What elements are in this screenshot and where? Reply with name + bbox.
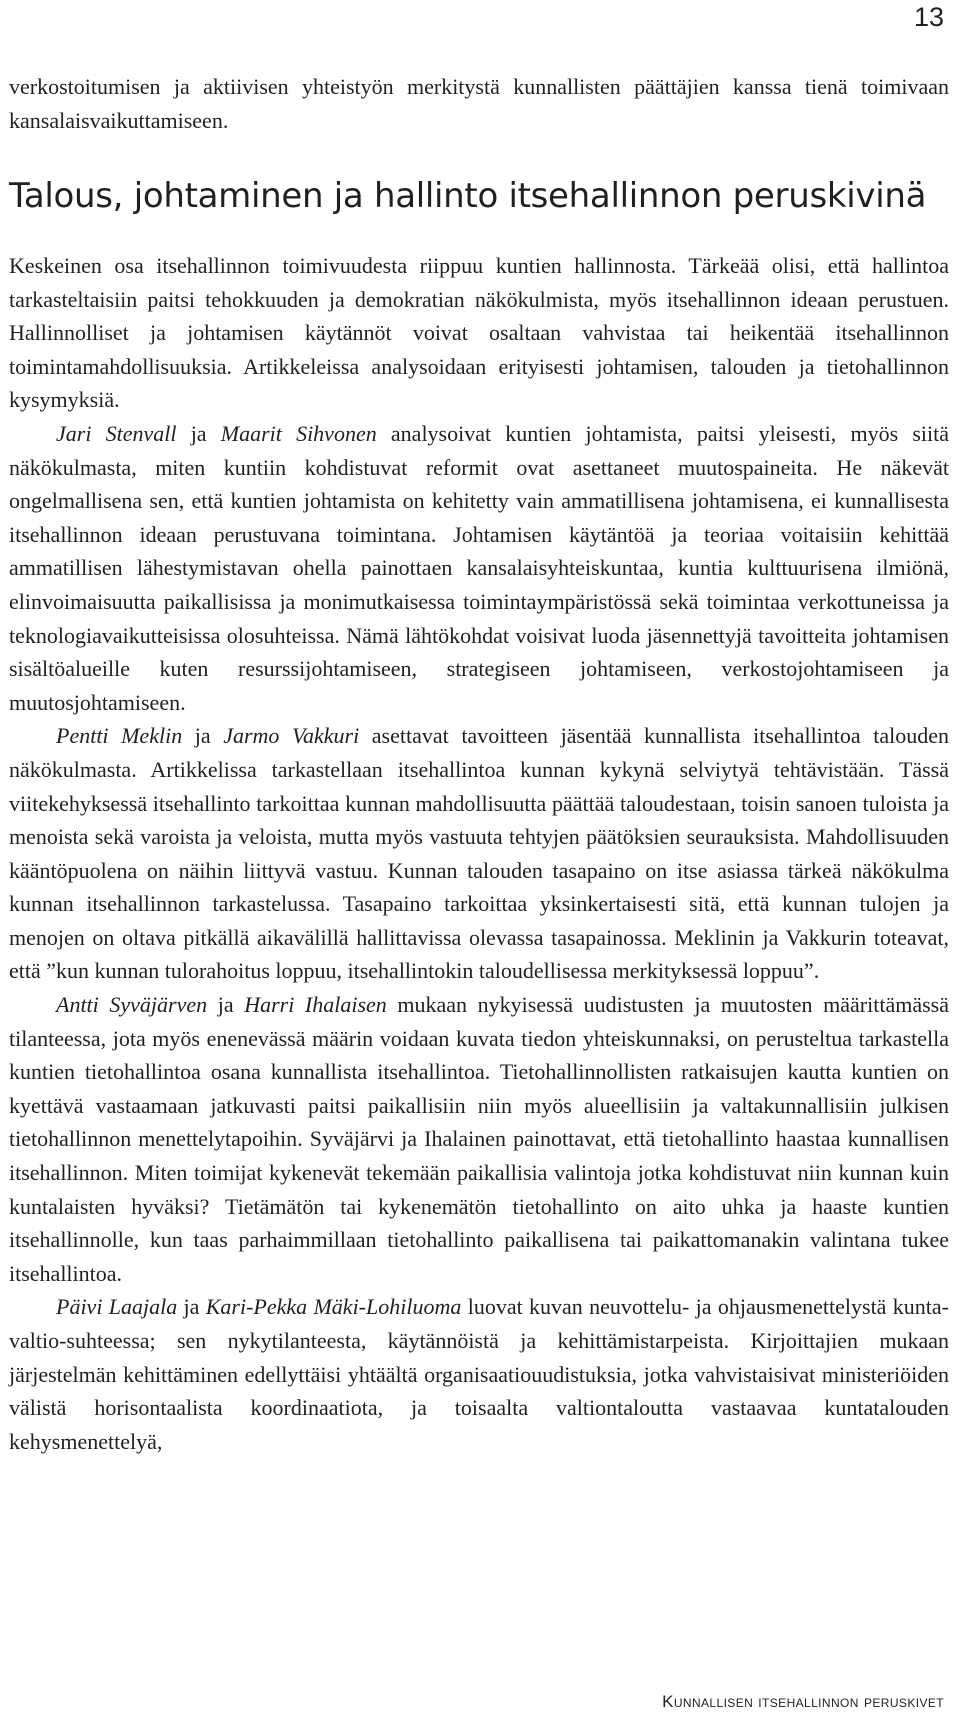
paragraph-text: luovat kuvan neuvottelu- ja ohjausmenettelystä kunta-valtio-suhteessa; sen nykytilanteesta, käytännöistä ja kehittämistarpeista. Kirjoittajien mukaan järjestelmän kehittäminen edellyttäisi yhtäältä organisaatiouudistuksia, jotka vahvistaisivat ministeriöiden välistä horisontaalista koordinaatiota, ja toisaalta valtiontaloutta vastaavaa kuntatalouden kehysmenettelyä, (9, 1294, 949, 1454)
author-name: Maarit Sihvonen (220, 420, 377, 446)
connector-text: ja (207, 992, 245, 1018)
paragraph-4 (9, 988, 949, 1290)
author-name: Harri Ihalaisen (244, 992, 387, 1018)
connector-text: ja (176, 420, 221, 446)
intro-text-block (9, 70, 949, 137)
page-number: 13 (913, 2, 944, 32)
paragraph-text: analysoivat kuntien johtamista, paitsi yleisesti, myös siitä näkökulmasta, miten kuntiin kohdistuvat reformit ovat asettaneet muutospaineita. He näkevät ongelmallisena sen, että kuntien johtamista on kehitetty vain ammatillisena johtamisena, ei kunnallisesta itsehallinnon ideaan perustuvana toimintana. Johtamisen käytäntöä ja teoriaa voitaisiin kehittää ammatillisen lähestymistavan ohella painottaen kansalaisyhteiskuntaa, kuntia kulttuurisena ilmiönä, elinvoimaisuutta paikallisissa ja monimutkaisessa toimintaympäristössä sekä toimintaa verkottuneissa ja teknologiavaikutteisissa olosuhteissa. Nämä lähtökohdat voisivat luoda jäsennettyjä tavoitteita johtamisen sisältöalueille kuten resurssijohtamiseen, strategiseen johtamiseen, verkostojohtamiseen ja muutosjohtamiseen. (9, 420, 949, 715)
paragraph-5 (9, 1290, 949, 1458)
connector-text: ja (182, 723, 224, 749)
author-name: Antti Syväjärven (56, 992, 208, 1018)
paragraph-1: Keskeinen osa itsehallinnon toimivuudesta riippuu kuntien hallinnosta. Tärkeää olisi, että hallintoa tarkasteltaisiin paitsi tehokkuuden ja demokratian näkökulmista, myös itsehallinnon ideaan perustuen. Hallinnolliset ja johtamisen käytännöt voivat osaltaan vahvistaa tai heikentää itsehallinnon toimintamahdollisuuksia. Artikkeleissa analysoidaan erityisesti johtamisen, talouden ja tietohallinnon kysymyksiä. (9, 253, 949, 413)
paragraph-2 (9, 417, 949, 719)
author-name: Jari Stenvall (56, 420, 177, 446)
paragraph-3 (9, 719, 949, 988)
section-body (9, 249, 949, 1458)
section-heading: Talous, johtaminen ja hallinto itsehallinnon peruskivinä (9, 176, 927, 216)
running-footer: Kunnallisen itsehallinnon peruskivet (662, 1692, 944, 1711)
paragraph-text: asettavat tavoitteen jäsentää kunnallista itsehallintoa talouden näkökulmasta. Artikkelissa tarkastellaan itsehallintoa kunnan kykynä selviytyä tehtävistään. Tässä viitekehyksessä itsehallinto tarkoittaa kunnan mahdollisuutta päättää taloudestaan, toisin sanoen tuloista ja menoista sekä varoista ja veloista, mutta myös vastuuta tehtyjen päätöksien seurauksista. Mahdollisuuden kääntöpuolena on näihin liittyvä vastuu. Kunnan talouden tasapaino on itse asiassa tärkeä näkökulma kunnan itsehallinnon tarkastelussa. Tasapaino tarkoittaa yksinkertaisesti sitä, että kunnan tulojen ja menojen on oltava pitkällä aikavälillä hallittavissa olevassa tasapainossa. Meklinin ja Vakkurin toteavat, että ”kun kunnan tulorahoitus loppuu, itsehallintokin taloudellisessa merkityksessä loppuu”. (9, 723, 949, 984)
author-name: Jarmo Vakkuri (223, 723, 360, 749)
connector-text: ja (177, 1294, 206, 1320)
paragraph-text: mukaan nykyisessä uudistusten ja muutosten määrittämässä tilanteessa, jota myös enenevässä määrin voidaan kuvata tiedon yhteiskunnaksi, on perusteltua tarkastella kuntien tietohallintoa osana kunnallista itsehallintoa. Tietohallinnollisten ratkaisujen kautta kuntien on kyettävä vastaamaan jatkuvasti paitsi paikallisiin niin myös alueellisiin ja valtakunnallisiin julkisen tietohallinnon menettelytapoihin. Syväjärvi ja Ihalainen painottavat, että tietohallinto haastaa kunnallisen itsehallinnon. Miten toimijat kykenevät tekemään paikallisia valintoja jotka kohdistuvat niin kunnan kuin kuntalaisten hyväksi? Tietämätön tai kykenemätön tietohallinto on aito uhka ja haaste kuntien itsehallinnolle, kun taas parhaimmillaan tietohallinto paikallisena tai paikattomanakin valintana tukee itsehallintoa. (9, 992, 949, 1286)
author-name: Pentti Meklin (56, 723, 183, 749)
author-name: Kari-Pekka Mäki-Lohiluoma (205, 1294, 462, 1320)
intro-paragraph: verkostoitumisen ja aktiivisen yhteistyön merkitystä kunnallisten päättäjien kanssa tienä toimivaan kansalaisvaikuttamiseen. (9, 74, 949, 133)
author-name: Päivi Laajala (56, 1294, 178, 1320)
